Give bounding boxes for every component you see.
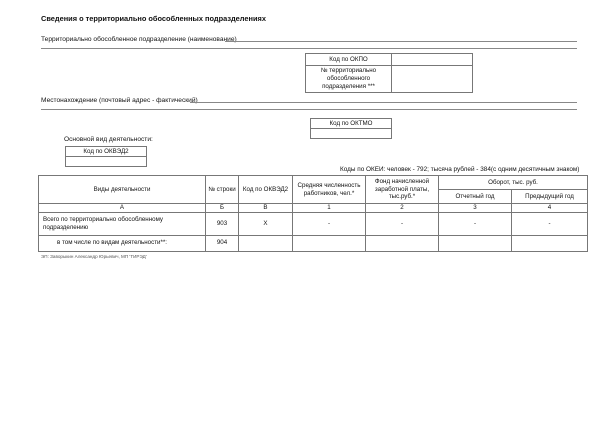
okpo-label: Код по ОКПО	[306, 54, 392, 66]
row-activity-cell: в том числе по видам деятельности**:	[39, 235, 206, 251]
okved-label: Код по ОКВЭД2	[66, 147, 147, 157]
unit-name-label: Территориально обособленное подразделение (наименование)	[41, 36, 237, 43]
okved-box	[65, 146, 147, 167]
header-activity: Виды деятельности	[39, 176, 206, 204]
signature-footer: ЭП: Заворыкин Александр Юрьевич, МП 'ТИРЭД'	[41, 254, 147, 259]
activity-table	[38, 175, 588, 252]
unit-name-line-2[interactable]	[41, 48, 577, 49]
row-okved-cell: Х	[239, 212, 293, 235]
row-number-cell: 904	[206, 235, 239, 251]
header-current-year: Отчетный год	[439, 190, 512, 204]
row-payroll-cell[interactable]: -	[366, 212, 439, 235]
okei-codes-note: Коды по ОКЕИ: человек - 792; тысяча рублей - 384(с одним десятичным знаком)	[340, 166, 580, 173]
unit-number-label: № территориально обособленного подразделения ***	[306, 66, 392, 93]
table-header-row	[39, 176, 588, 190]
index-cell: 4	[512, 204, 588, 213]
row-current-year-cell[interactable]	[439, 235, 512, 251]
table-row	[39, 235, 588, 251]
location-line[interactable]	[190, 102, 577, 103]
row-okved-cell[interactable]	[239, 235, 293, 251]
row-previous-year-cell[interactable]: -	[512, 212, 588, 235]
location-label: Местонахождение (почтовый адрес - фактический)	[41, 97, 198, 104]
main-activity-label: Основной вид деятельности:	[64, 136, 153, 143]
table-index-row	[39, 204, 588, 213]
location-line-2[interactable]	[41, 109, 577, 110]
header-previous-year: Предыдущий год	[512, 190, 588, 204]
oktmo-box	[310, 118, 392, 139]
table-row	[39, 212, 588, 235]
index-cell: А	[39, 204, 206, 213]
unit-name-line[interactable]	[225, 41, 577, 42]
row-avg-staff-cell[interactable]	[293, 235, 366, 251]
header-payroll: Фонд начисленной заработной платы, тыс.руб.*	[366, 176, 439, 204]
oktmo-label: Код по ОКТМО	[311, 119, 392, 129]
header-avg-staff: Средняя численность работников, чел.*	[293, 176, 366, 204]
index-cell: В	[239, 204, 293, 213]
header-okved: Код по ОКВЭД2	[239, 176, 293, 204]
index-cell: 3	[439, 204, 512, 213]
row-payroll-cell[interactable]	[366, 235, 439, 251]
row-activity-cell: Всего по территориально обособленному подразделению	[39, 212, 206, 235]
unit-number-value-cell[interactable]	[392, 66, 473, 93]
index-cell: 1	[293, 204, 366, 213]
row-avg-staff-cell[interactable]: -	[293, 212, 366, 235]
oktmo-value-cell[interactable]	[311, 129, 392, 139]
row-number-cell: 903	[206, 212, 239, 235]
section-title: Сведения о территориально обособленных подразделениях	[41, 14, 266, 23]
index-cell: Б	[206, 204, 239, 213]
okpo-value-cell[interactable]	[392, 54, 473, 66]
row-current-year-cell[interactable]: -	[439, 212, 512, 235]
header-turnover: Оборот, тыс. руб.	[439, 176, 588, 190]
okpo-box	[305, 53, 473, 93]
row-previous-year-cell[interactable]	[512, 235, 588, 251]
index-cell: 2	[366, 204, 439, 213]
okved-value-cell[interactable]	[66, 157, 147, 167]
header-row-no: № строки	[206, 176, 239, 204]
